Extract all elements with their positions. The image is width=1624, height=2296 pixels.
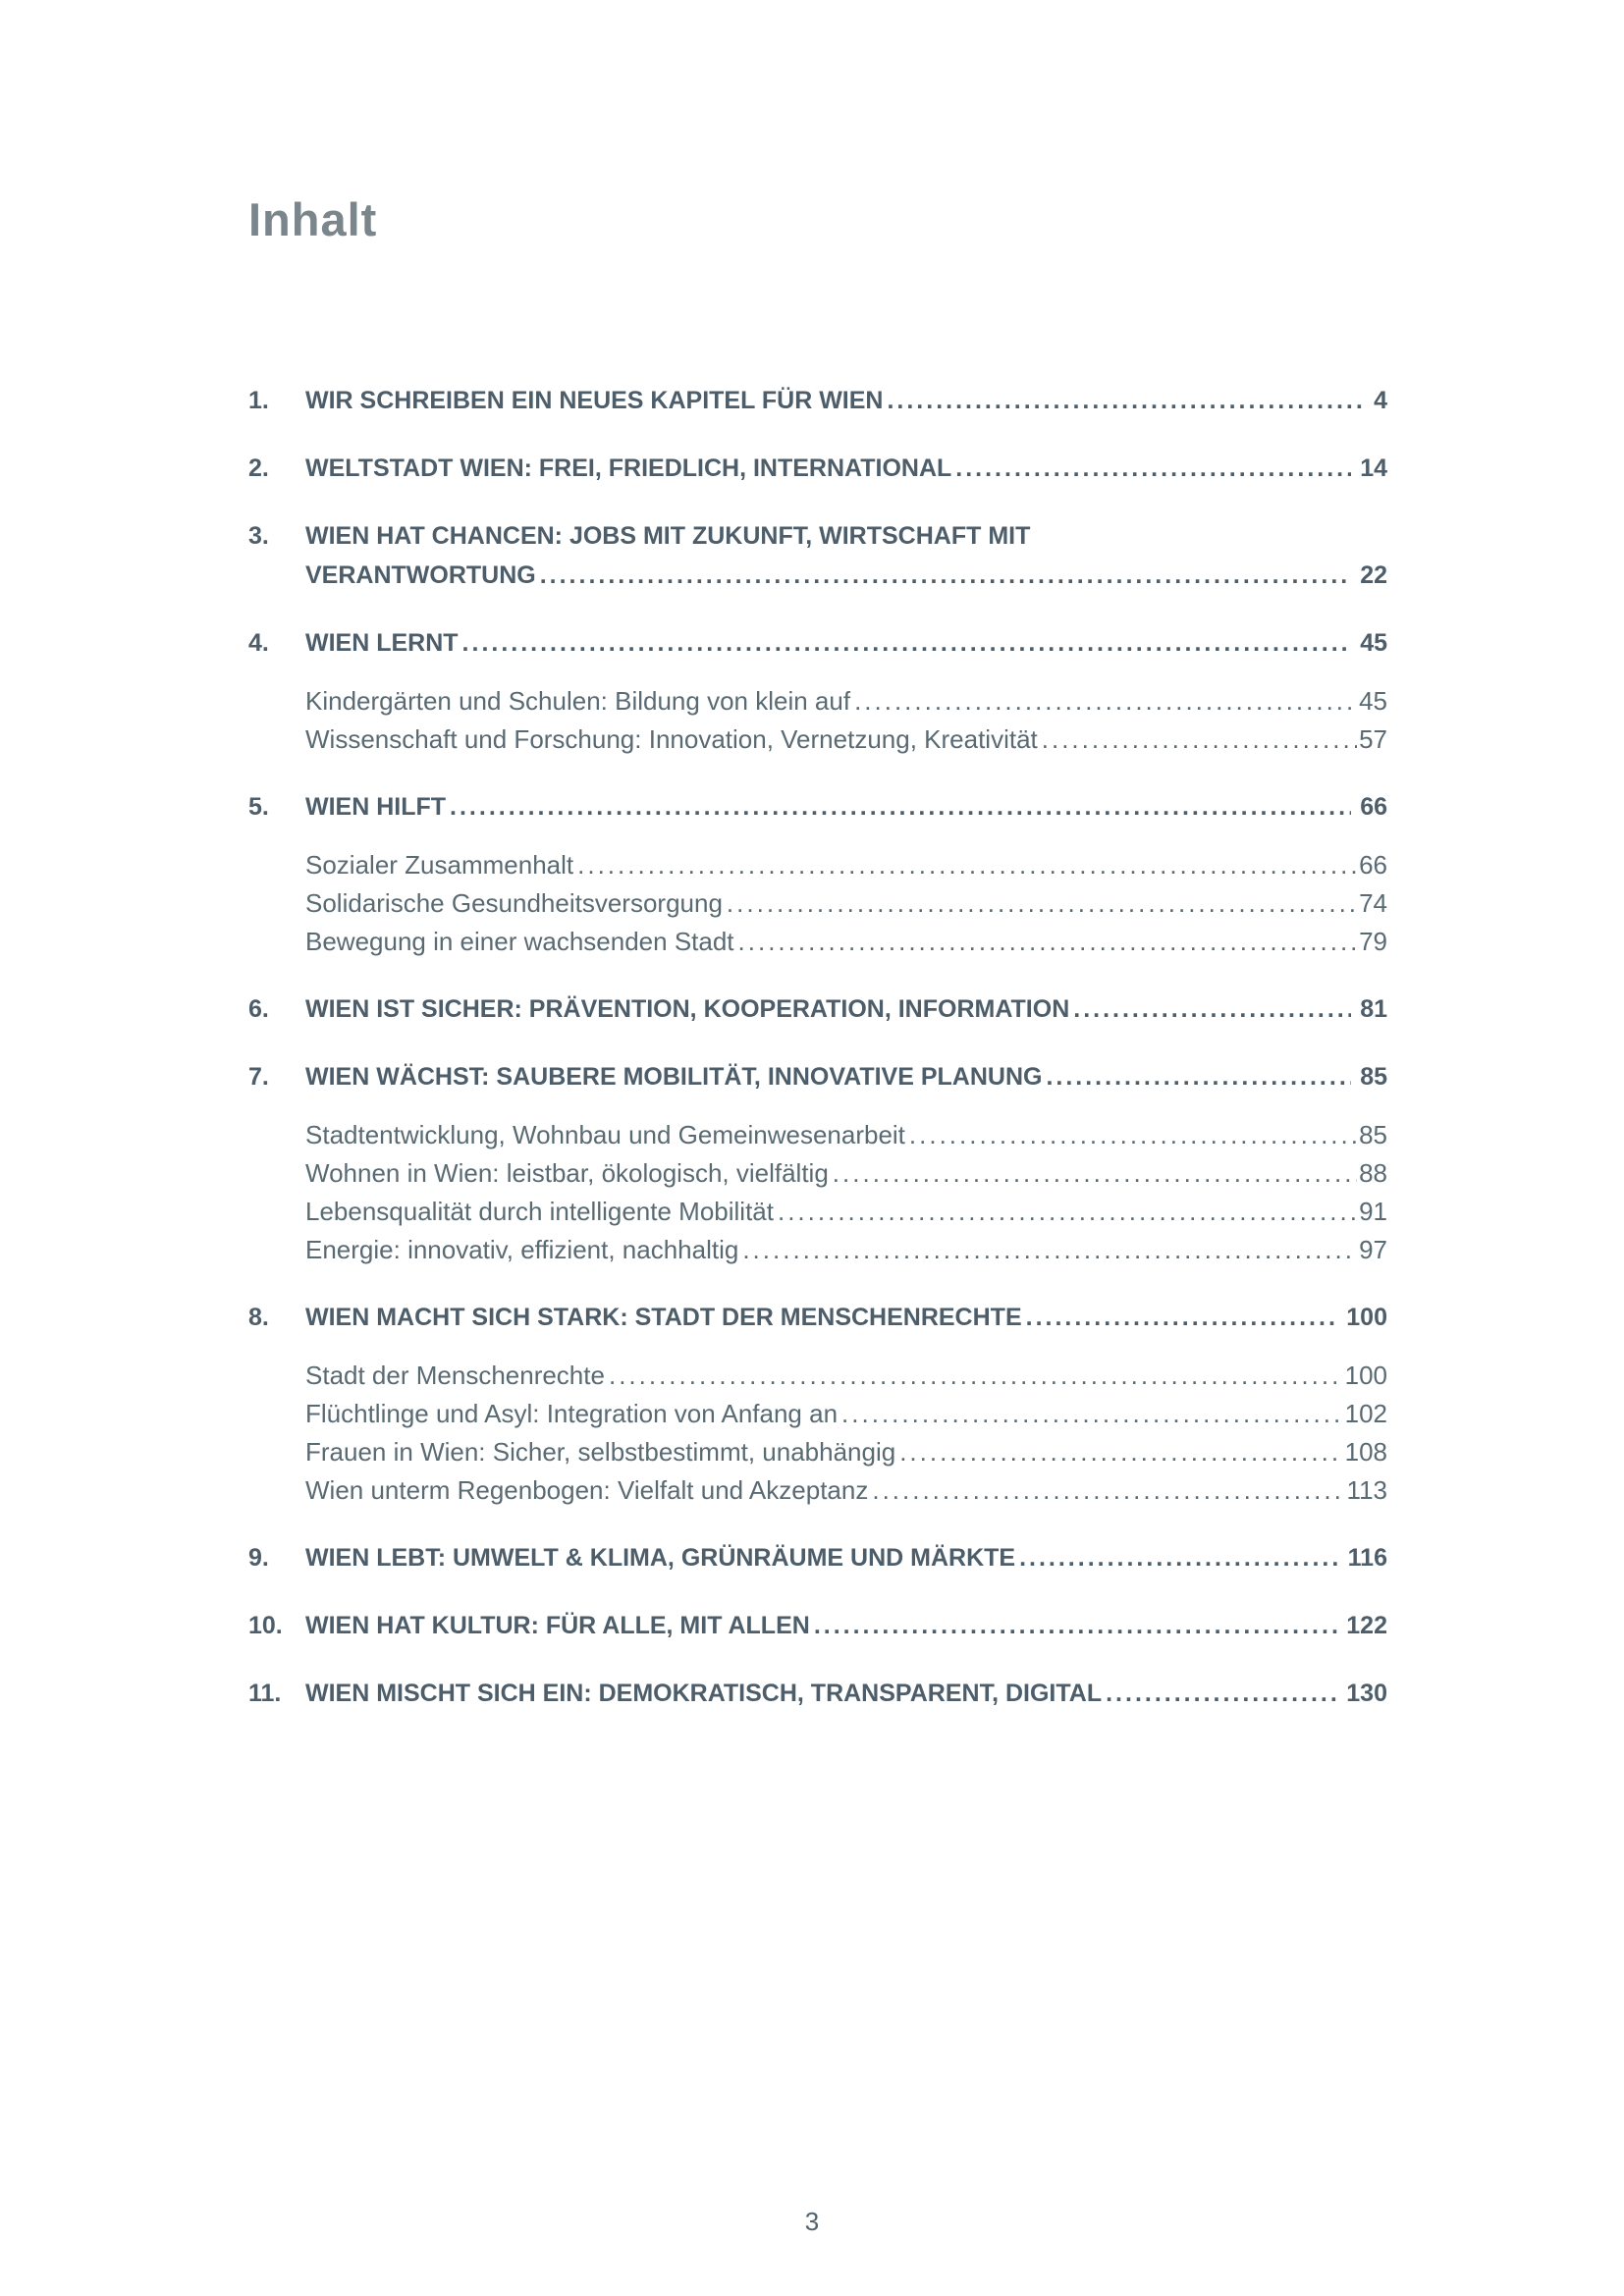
toc-entry-label: WIEN WÄCHST: SAUBERE MOBILITÄT, INNOVATIVE PLANUNG (305, 1063, 1043, 1091)
toc-entry-label: WIEN MACHT SICH STARK: STADT DER MENSCHENRECHTE (305, 1304, 1022, 1331)
toc-sub-entry (248, 884, 1387, 923)
toc-entry-label: WIEN HAT KULTUR: FÜR ALLE, MIT ALLEN (305, 1612, 810, 1639)
toc-entry-number: 10. (248, 1612, 283, 1639)
toc-dot-leader (1042, 721, 1357, 759)
toc-entry-label: Lebensqualität durch intelligente Mobilität (305, 1197, 774, 1226)
toc-dot-leader (833, 1154, 1357, 1193)
toc-chapter-entry (248, 1298, 1387, 1337)
toc-entry-label: WELTSTADT WIEN: FREI, FRIEDLICH, INTERNATIONAL (305, 454, 952, 482)
toc-chapter-entry (248, 787, 1387, 827)
toc-entry-label: Wohnen in Wien: leistbar, ökologisch, vielfältig (305, 1158, 829, 1188)
toc-entry-number: 1. (248, 387, 269, 414)
toc-chapter-entry (248, 381, 1387, 420)
toc-entry-label: Stadtentwicklung, Wohnbau und Gemeinwesenarbeit (305, 1120, 905, 1149)
toc-entry-label: WIEN HILFT (305, 793, 447, 821)
toc-chapter-entry (248, 516, 1387, 556)
toc-entry-label: WIEN LEBT: UMWELT & KLIMA, GRÜNRÄUME UND MÄRKTE (305, 1544, 1016, 1572)
toc-dot-leader (1106, 1674, 1337, 1713)
toc-entry-label: Wien unterm Regenbogen: Vielfalt und Akzeptanz (305, 1475, 869, 1505)
toc-dot-leader (450, 787, 1351, 827)
toc-entry-page: 45 (1359, 686, 1387, 716)
toc-dot-leader (462, 623, 1352, 663)
toc-sub-entry (248, 846, 1387, 884)
toc-sub-entry (248, 1471, 1387, 1510)
toc-entry-page: 81 (1360, 995, 1387, 1023)
toc-chapter-entry (248, 623, 1387, 663)
toc-dot-leader (1046, 1057, 1351, 1096)
toc-chapter-entry (248, 449, 1387, 488)
toc-entry-page: 85 (1359, 1120, 1387, 1149)
toc-entry-page: 100 (1346, 1304, 1387, 1331)
toc-entry-page: 66 (1359, 850, 1387, 880)
toc-entry-number: 9. (248, 1544, 269, 1572)
toc-sub-entry (248, 923, 1387, 961)
toc-entry-number: 4. (248, 629, 269, 657)
toc-dot-leader (738, 923, 1358, 961)
toc-entry-number: 6. (248, 995, 269, 1023)
table-of-contents (248, 381, 1387, 1713)
toc-sub-entry (248, 1395, 1387, 1433)
toc-sub-entry (248, 1154, 1387, 1193)
toc-dot-leader (1073, 989, 1351, 1029)
toc-entry-page: 113 (1346, 1475, 1387, 1505)
toc-entry-number: 2. (248, 454, 269, 482)
toc-entry-label: Kindergärten und Schulen: Bildung von klein auf (305, 686, 851, 716)
toc-dot-leader (841, 1395, 1343, 1433)
toc-entry-page: 45 (1360, 629, 1387, 657)
toc-entry-label: Frauen in Wien: Sicher, selbstbestimmt, unabhängig (305, 1437, 896, 1467)
toc-entry-label: WIR SCHREIBEN EIN NEUES KAPITEL FÜR WIEN (305, 387, 884, 414)
toc-entry-page: 74 (1359, 888, 1387, 918)
toc-sub-entry (248, 1116, 1387, 1154)
toc-entry-number: 3. (248, 522, 269, 550)
toc-entry-page: 102 (1344, 1399, 1387, 1428)
toc-dot-leader (1026, 1298, 1338, 1337)
toc-entry-page: 22 (1360, 561, 1387, 589)
toc-entry-label: Solidarische Gesundheitsversorgung (305, 888, 723, 918)
toc-entry-page: 14 (1360, 454, 1387, 482)
toc-entry-label: WIEN MISCHT SICH EIN: DEMOKRATISCH, TRANSPARENT, DIGITAL (305, 1680, 1103, 1707)
toc-dot-leader (727, 884, 1357, 923)
toc-sub-entry (248, 721, 1387, 759)
toc-entry-label: Flüchtlinge und Asyl: Integration von Anfang an (305, 1399, 839, 1428)
toc-chapter-entry (248, 556, 1387, 595)
toc-dot-leader (742, 1231, 1357, 1269)
toc-entry-page: 108 (1344, 1437, 1387, 1467)
toc-sub-entry (248, 682, 1387, 721)
toc-chapter-entry (248, 1057, 1387, 1096)
toc-entry-label: WIEN HAT CHANCEN: JOBS MIT ZUKUNFT, WIRTSCHAFT MIT (305, 522, 1031, 550)
toc-entry-label: Wissenschaft und Forschung: Innovation, Vernetzung, Kreativität (305, 724, 1038, 754)
toc-dot-leader (1019, 1538, 1339, 1577)
toc-dot-leader (814, 1606, 1337, 1645)
toc-entry-page: 100 (1344, 1361, 1387, 1390)
toc-chapter-entry (248, 1538, 1387, 1577)
toc-entry-label: WIEN IST SICHER: PRÄVENTION, KOOPERATION, INFORMATION (305, 995, 1070, 1023)
toc-entry-page: 66 (1360, 793, 1387, 821)
footer-page-number: 3 (804, 2207, 820, 2236)
toc-entry-page: 85 (1360, 1063, 1387, 1091)
toc-entry-page: 88 (1359, 1158, 1387, 1188)
toc-entry-label: Energie: innovativ, effizient, nachhaltig (305, 1235, 739, 1264)
toc-dot-leader (609, 1357, 1343, 1395)
toc-chapter-entry (248, 989, 1387, 1029)
toc-entry-number: 5. (248, 793, 269, 821)
toc-dot-leader (577, 846, 1357, 884)
toc-sub-entry (248, 1231, 1387, 1269)
toc-entry-label: Bewegung in einer wachsenden Stadt (305, 927, 734, 956)
toc-entry-page: 97 (1359, 1235, 1387, 1264)
toc-entry-number: 7. (248, 1063, 269, 1091)
toc-entry-page: 79 (1359, 927, 1387, 956)
toc-chapter-entry (248, 1606, 1387, 1645)
toc-sub-entry (248, 1193, 1387, 1231)
toc-dot-leader (955, 449, 1351, 488)
toc-dot-leader (899, 1433, 1342, 1471)
toc-entry-page: 57 (1359, 724, 1387, 754)
toc-entry-page: 91 (1359, 1197, 1387, 1226)
toc-chapter-entry (248, 1674, 1387, 1713)
toc-sub-entry (248, 1357, 1387, 1395)
toc-dot-leader (887, 381, 1365, 420)
toc-entry-number: 8. (248, 1304, 269, 1331)
toc-entry-label: Sozialer Zusammenhalt (305, 850, 574, 880)
toc-entry-label: Stadt der Menschenrechte (305, 1361, 605, 1390)
toc-dot-leader (540, 556, 1351, 595)
toc-entry-label: VERANTWORTUNG (305, 561, 536, 589)
toc-entry-page: 116 (1347, 1544, 1387, 1572)
toc-sub-entry (248, 1433, 1387, 1471)
toc-entry-label: WIEN LERNT (305, 629, 459, 657)
toc-entry-page: 130 (1346, 1680, 1387, 1707)
toc-entry-page: 4 (1374, 387, 1387, 414)
toc-entry-number: 11. (248, 1680, 282, 1707)
toc-entry-page: 122 (1346, 1612, 1387, 1639)
page-title: Inhalt (248, 193, 378, 245)
toc-dot-leader (778, 1193, 1357, 1231)
toc-dot-leader (854, 682, 1357, 721)
toc-dot-leader (872, 1471, 1344, 1510)
toc-dot-leader (909, 1116, 1357, 1154)
